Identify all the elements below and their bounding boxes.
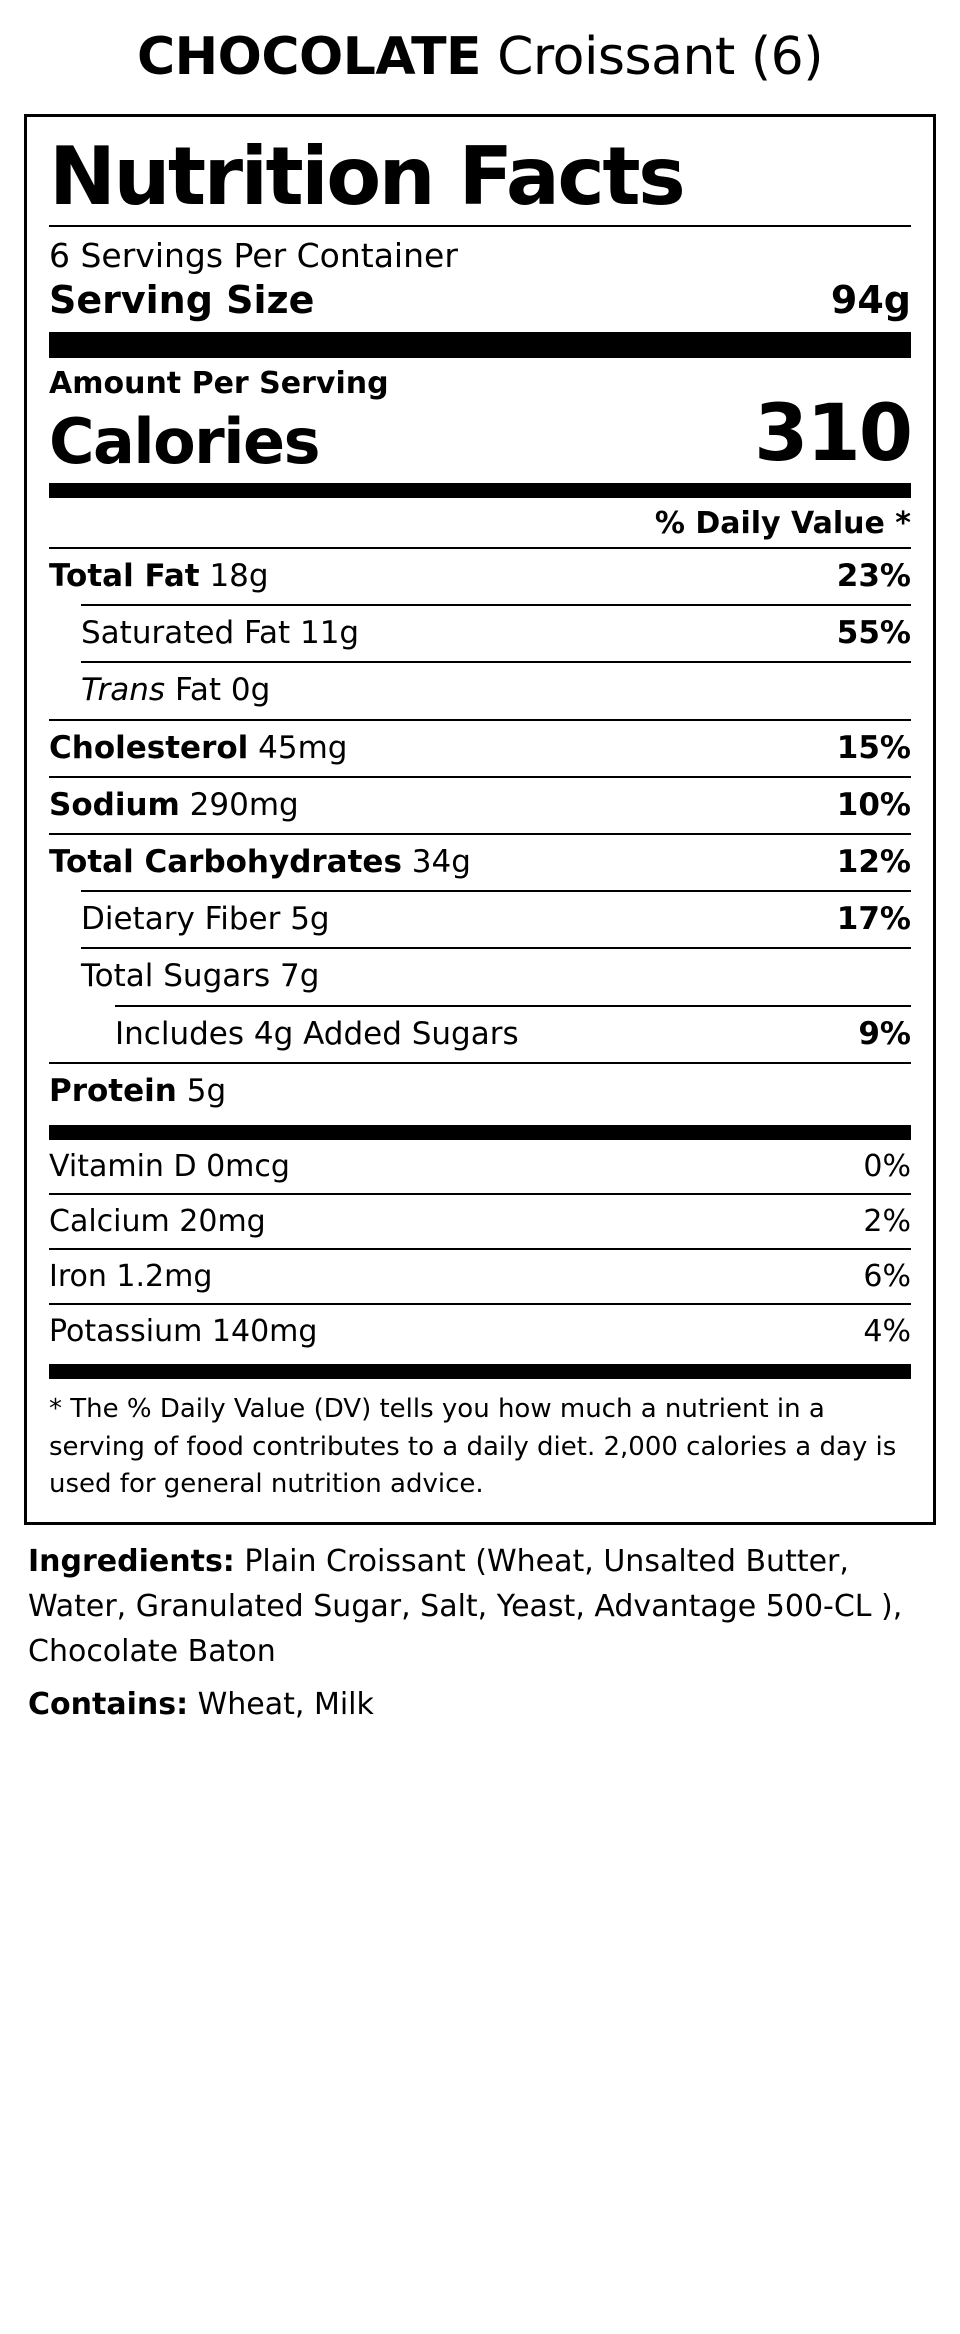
nutrient-amount: 45mg — [258, 729, 348, 766]
nutrient-label — [81, 672, 270, 709]
nutrient-label: Includes 4g Added Sugars — [115, 1015, 519, 1052]
vitamin-row — [49, 1140, 911, 1193]
nutrient-amount: 5g — [290, 901, 330, 938]
serving-size-row — [49, 278, 911, 322]
nutrient-amount: 11g — [299, 615, 360, 652]
nutrient-dv: 15% — [836, 729, 911, 766]
nutrient-row — [49, 606, 911, 661]
daily-value-header: % Daily Value * — [654, 506, 911, 542]
nutrient-dv: 55% — [836, 615, 911, 652]
nutrient-label — [81, 958, 319, 995]
nutrient-label — [81, 901, 330, 938]
ingredients-section — [24, 1525, 936, 1674]
nutrition-facts-heading: Nutrition Facts — [49, 129, 684, 223]
nutrient-name: Total Fat — [49, 558, 200, 595]
nutrient-name: Total Carbohydrates — [49, 843, 402, 880]
divider-bar-above-footnote — [49, 1364, 911, 1379]
nutrient-label — [49, 787, 299, 824]
product-title — [22, 28, 938, 88]
calories-row — [49, 389, 911, 480]
product-name-emphasis: CHOCOLATE — [136, 27, 482, 87]
vitamin-row — [49, 1193, 911, 1248]
nutrient-name: Cholesterol — [49, 729, 249, 766]
nutrient-label — [49, 1073, 226, 1110]
nutrient-amount: Fat 0g — [174, 672, 271, 709]
nutrition-facts-panel — [24, 114, 936, 1525]
nutrient-amount: 5g — [186, 1072, 227, 1109]
vitamin-label: Calcium 20mg — [49, 1203, 266, 1239]
nutrient-dv: 10% — [836, 786, 911, 823]
vitamin-row — [49, 1303, 911, 1358]
nutrient-name: Protein — [49, 1072, 177, 1109]
nutrient-row — [49, 663, 911, 718]
nutrient-label — [81, 615, 359, 652]
nutrient-row — [49, 547, 911, 604]
vitamin-label: Vitamin D 0mcg — [49, 1148, 290, 1184]
nutrient-amount: 290mg — [189, 786, 299, 823]
nutrient-amount: 7g — [280, 958, 320, 995]
nutrient-row — [49, 719, 911, 776]
vitamin-dv: 0% — [863, 1148, 911, 1184]
nutrient-name: Total Sugars — [81, 958, 271, 995]
nutrient-amount: 34g — [411, 843, 471, 880]
nutrient-name: Dietary Fiber — [81, 901, 281, 938]
ingredients-label: Ingredients: — [28, 1543, 235, 1579]
vitamin-dv: 2% — [863, 1203, 911, 1239]
nutrient-row — [49, 776, 911, 833]
nutrient-name: Trans — [81, 672, 166, 709]
nutrient-label — [49, 844, 471, 881]
divider-thick-top — [49, 332, 911, 358]
vitamin-dv: 4% — [863, 1313, 911, 1349]
daily-value-footnote: * The % Daily Value (DV) tells you how much a nutrient in a serving of food contributes to a daily diet. 2,000 calories a day is used for general nutrition advice. — [49, 1393, 897, 1500]
product-name-rest: Croissant (6) — [481, 27, 823, 87]
nutrient-dv: 12% — [836, 843, 911, 880]
contains-text: Wheat, Milk — [188, 1686, 374, 1722]
servings-per-container: 6 Servings Per Container — [49, 235, 458, 275]
nutrient-label — [49, 558, 269, 595]
nutrient-label — [49, 730, 347, 767]
nutrient-dv: 9% — [858, 1015, 911, 1052]
calories-value: 310 — [754, 389, 911, 480]
serving-size-value: 94g — [830, 278, 911, 323]
nutrient-row — [49, 949, 911, 1004]
calories-label: Calories — [49, 405, 319, 479]
nutrient-row — [49, 892, 911, 947]
vitamin-dv: 6% — [863, 1258, 911, 1294]
divider-bar-under-protein — [49, 1125, 911, 1140]
nutrient-dv: 17% — [836, 901, 911, 938]
nutrient-name: Saturated Fat — [81, 615, 291, 652]
vitamin-row — [49, 1248, 911, 1303]
nutrient-dv: 23% — [836, 558, 911, 595]
amount-per-serving-label: Amount Per Serving — [49, 366, 389, 402]
vitamin-label: Potassium 140mg — [49, 1313, 318, 1349]
nutrient-name: Sodium — [49, 786, 180, 823]
contains-section — [24, 1674, 936, 1751]
divider-bar-under-calories — [49, 483, 911, 498]
ingredients-text: Plain Croissant (Wheat, Unsalted Butter, Water, Granulated Sugar, Salt, Yeast, Advantage 500-CL ), Chocolate Baton — [28, 1543, 903, 1669]
vitamin-label: Iron 1.2mg — [49, 1258, 213, 1294]
serving-size-label: Serving Size — [49, 278, 315, 323]
nutrient-row — [49, 833, 911, 890]
nutrient-row — [49, 1062, 911, 1119]
nutrient-amount: 18g — [209, 558, 269, 595]
contains-label: Contains: — [28, 1686, 189, 1722]
divider-under-heading — [49, 225, 911, 227]
nutrient-row — [49, 1007, 911, 1062]
